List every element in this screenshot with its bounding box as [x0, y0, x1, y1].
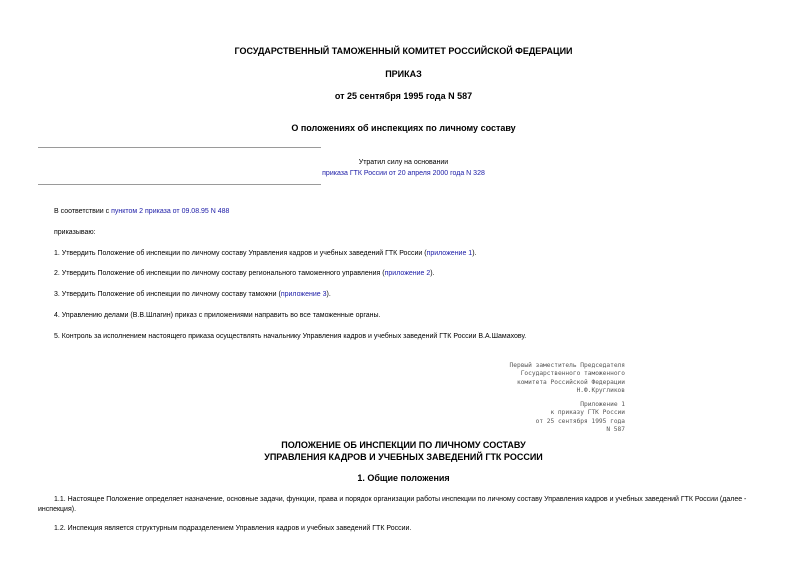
item-5: 5. Контроль за исполнением настоящего приказа осуществлять начальнику Управления кадров и учебных заведений ГТК России В.А.Шамахову.	[54, 333, 527, 340]
doc-date-number: от 25 сентября 1995 года N 587	[334, 91, 473, 101]
appendix-1-link[interactable]: приложение 1	[426, 250, 473, 257]
item-2	[54, 270, 435, 277]
appendix-ref-line-3: от 25 сентября 1995 года	[535, 417, 625, 425]
orders-text: приказываю:	[54, 229, 96, 236]
committee-heading: ГОСУДАРСТВЕННЫЙ ТАМОЖЕННЫЙ КОМИТЕТ РОССИЙСКОЙ ФЕДЕРАЦИИ	[234, 46, 573, 56]
divider-bottom	[38, 184, 321, 185]
appendix-ref-line-4: N 587	[606, 426, 625, 434]
status-note-line2	[0, 170, 807, 177]
signature-line-1: Первый заместитель Председателя	[509, 362, 625, 369]
signature-block	[510, 362, 625, 396]
item-1-text: 1. Утвердить Положение об инспекции по личному составу Управления кадров и учебных заведений ГТК России (	[54, 250, 427, 257]
intro-paragraph	[54, 208, 229, 215]
signature-line-4: Н.Ф.Кругликов	[576, 387, 625, 395]
section-1-heading: 1. Общие положения	[357, 473, 450, 483]
item-1	[54, 250, 476, 257]
appendix-2-link[interactable]: приложение 2	[384, 270, 431, 277]
appendix-title-1: ПОЛОЖЕНИЕ ОБ ИНСПЕКЦИИ ПО ЛИЧНОМУ СОСТАВУ	[281, 440, 526, 450]
appendix-ref-line-1: Приложение 1	[580, 401, 625, 408]
signature-line-3: комитета Российской Федерации	[516, 378, 625, 386]
repeal-order-link[interactable]: приказа ГТК России от 20 апреля 2000 года N 328	[322, 170, 485, 177]
item-4: 4. Управлению делами (В.В.Шлагин) приказ с приложениями направить во все таможенные органы.	[54, 312, 381, 319]
appendix-title-2: УПРАВЛЕНИЯ КАДРОВ И УЧЕБНЫХ ЗАВЕДЕНИЙ ГТК РОССИИ	[264, 452, 543, 462]
item-3-text: 3. Утвердить Положение об инспекции по личному составу таможни (	[54, 291, 281, 298]
signature-line-2: Государственного таможенного	[520, 370, 625, 378]
paragraph-1-2: 1.2. Инспекция является структурным подразделением Управления кадров и учебных заведений ГТК России.	[54, 525, 412, 532]
item-2-suffix: ).	[430, 270, 435, 277]
appendix-ref-line-2: к приказу ГТК России	[550, 409, 625, 417]
item-1-suffix: ).	[472, 250, 477, 257]
appendix-3-link[interactable]: приложение 3	[280, 291, 327, 298]
status-note-text: Утратил силу на основании	[358, 159, 449, 166]
item-3-suffix: ).	[326, 291, 331, 298]
doc-type-heading: ПРИКАЗ	[385, 69, 422, 79]
doc-subject: О положениях об инспекциях по личному составу	[291, 123, 516, 133]
item-3	[54, 291, 331, 298]
item-2-text: 2. Утвердить Положение об инспекции по личному составу регионального таможенного управления (	[54, 270, 385, 277]
paragraph-1-1: 1.1. Настоящее Положение определяет назначение, основные задачи, функции, права и порядок организации работы инспекции по личному составу Управления кадров и учебных заведений ГТК России (далее - инспекция).	[38, 496, 747, 513]
intro-prefix: В соответствии с	[54, 208, 112, 215]
order-488-link[interactable]: пунктом 2 приказа от 09.08.95 N 488	[111, 208, 230, 215]
divider-top	[38, 147, 321, 148]
appendix-reference	[536, 401, 625, 435]
